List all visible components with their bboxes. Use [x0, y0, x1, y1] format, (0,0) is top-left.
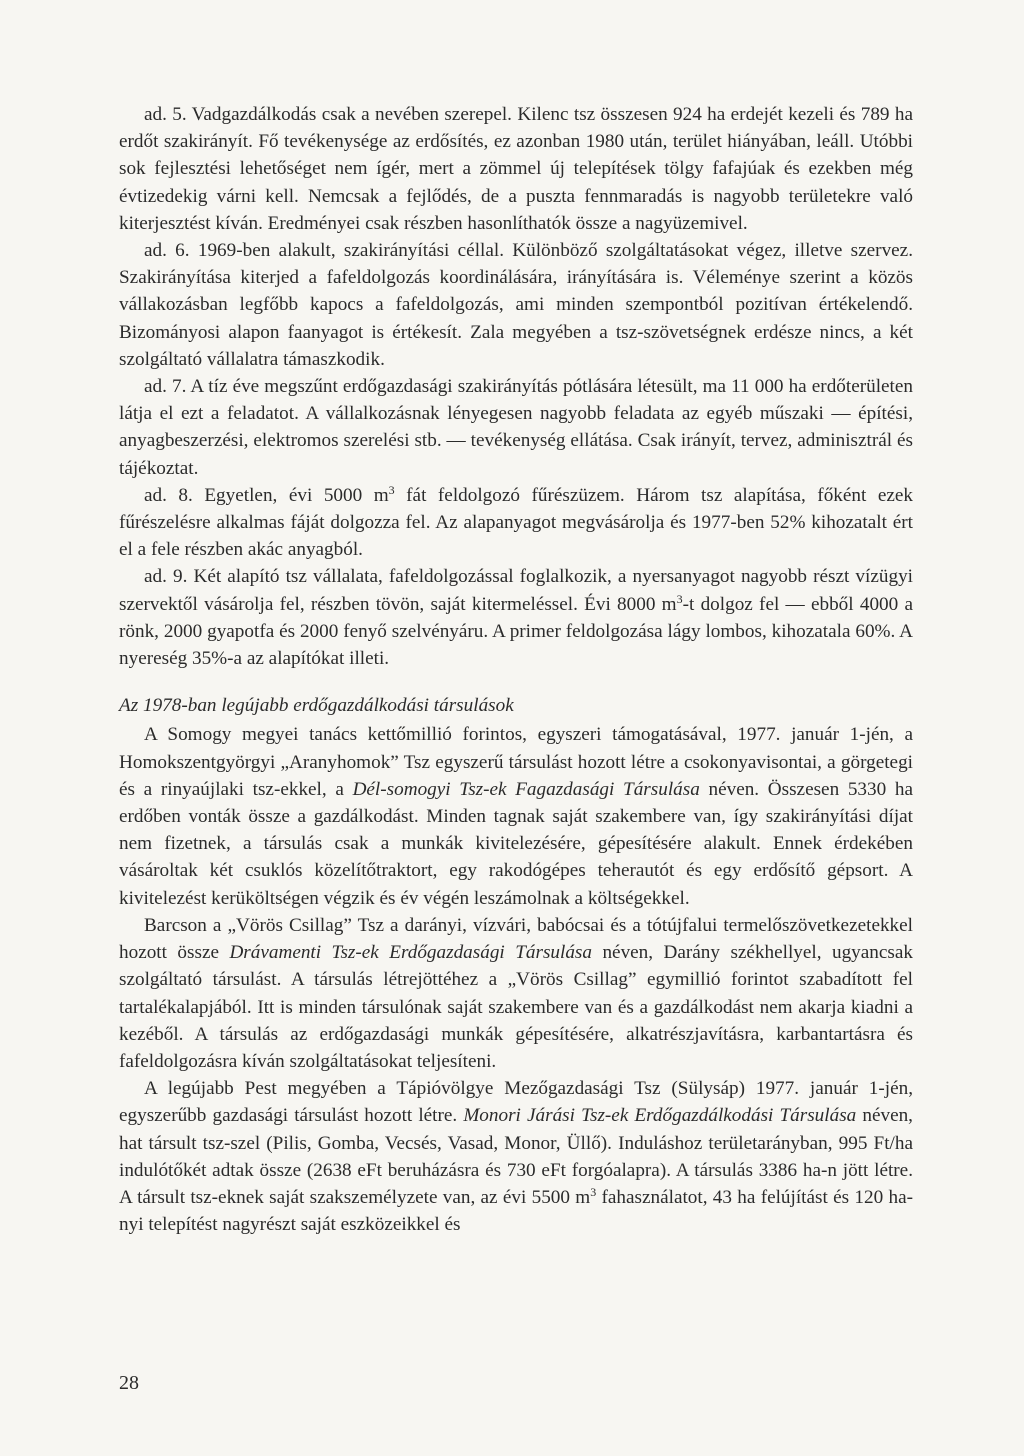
superscript: 3	[590, 1184, 597, 1199]
paragraph-ad9	[119, 563, 913, 672]
paragraph-pest-text-c: fahasználatot, 43 ha felújítást és 120 ha-nyi telepítést nagyrészt saját eszközeikkel és	[119, 1186, 913, 1236]
paragraph-barcs-text-a: Barcson a „Vörös Csillag” Tsz a darányi, vízvári, babócsai és a tótújfalui termelőszövetkezetekkel hozott össze	[119, 914, 913, 964]
paragraph-pest	[119, 1075, 913, 1238]
document-body	[119, 101, 913, 1238]
paragraph-ad8	[119, 482, 913, 564]
organization-name: Dél-somogyi Tsz-ek Fagazdasági Társulása	[352, 778, 700, 800]
paragraph-pest-text-a: A legújabb Pest megyében a Tápióvölgye Mezőgazdasági Tsz (Sülysáp) 1977. január 1-jén, egyszerűbb gazdasági társulást hozott létre.	[119, 1078, 913, 1127]
paragraph-ad7: ad. 7. A tíz éve megszűnt erdőgazdasági szakirányítás pótlására létesült, ma 11 000 ha erdőterületen látja el ezt a feladatot. A vállalkozásnak lényegesen nagyobb feladata az egyéb műszaki — építési, anyagbeszerzési, elektromos szerelési stb. — tevékenység ellátása. Csak irányít, tervez, adminisztrál és tájékoztat.	[119, 376, 913, 479]
paragraph-ad6: ad. 6. 1969-ben alakult, szakirányítási céllal. Különböző szolgáltatásokat végez, illetve szervez. Szakirányítása kiterjed a fafeldolgozás koordinálására, irányítására is. Véleménye szerint a közös vállakozásban legfőbb kapocs a fafeldolgozás, ami minden szempontból pozitívan értékelendő. Bizományosi alapon faanyagot is értékesít. Zala megyében a tsz-szövetségnek erdésze nincs, a két szolgáltató vállalatra támaszkodik.	[119, 240, 913, 370]
paragraph-pest-text-b: néven, hat társult tsz-szel (Pilis, Gomba, Vecsés, Vasad, Monor, Üllő). Induláshoz területarányban, 995 Ft/ha indulótőkét adtak össze (2638 eFt beruházásra és 730 eFt forgóalapra). A társulás 3386 ha-n jött létre. A társult tsz-eknek saját szakszemélyzete van, az évi 5500 m	[119, 1105, 913, 1208]
organization-name: Monori Járási Tsz-ek Erdőgazdálkodási Társulása	[463, 1105, 857, 1127]
paragraph-barcs	[119, 912, 913, 1075]
section-title: Az 1978-ban legújabb erdőgazdálkodási társulások	[119, 695, 514, 717]
superscript: 3	[676, 591, 683, 606]
paragraph-ad8-text-b: fát feldolgozó fűrészüzem. Három tsz alapítása, főként ezek fűrészelésre alkalmas fáját dolgozza fel. Az alapanyagot megvásárolja és 1977-ben 52% kihozatalt ért el a fele részben akác anyagból.	[119, 484, 913, 561]
paragraph-ad9-text-b: -t dolgoz fel — ebből 4000 a rönk, 2000 gyapotfa és 2000 fenyő szelvényáru. A primer feldolgozása lágy lombos, kihozatala 60%. A nyereség 35%-a az alapítókat illeti.	[119, 593, 913, 670]
paragraph-somogy-text-b: néven. Összesen 5330 ha erdőben vonták össze a gazdálkodást. Minden tagnak saját szakembere van, így szakirányítási díjat nem fizetnek, a társulás csak a munkák kivitelezésére, gépesítésére alakult. Ennek érdekében vásároltak két csuklós közelítőtraktort, egy rakodógépes teherautót és egy erdősítő gépsort. A kivitelezést kerüköltségen végzik és év végén leszámolnak a költségekkel.	[119, 778, 913, 909]
page-number: 28	[119, 1372, 139, 1394]
paragraph-somogy-text-a: A Somogy megyei tanács kettőmillió forintos, egyszeri támogatásával, 1977. január 1-jén, a Homokszentgyörgyi „Aranyhomok” Tsz egyszerű társulást hozott létre a csokonyavisontai, a görgetegi és a rinyaújlaki tsz-ekkel, a	[119, 724, 913, 800]
paragraph-ad5: ad. 5. Vadgazdálkodás csak a nevében szerepel. Kilenc tsz összesen 924 ha erdejét kezeli és 789 ha erdőt szakirányít. Fő tevékenysége az erdősítés, ez azonban 1980 után, terület hiányában, leáll. Utóbbi sok fejlesztési lehetőséget nem ígér, mert a zömmel új telepítések tölgy fafajúak és ezekben még évtizedekig várni kell. Nemcsak a fejlődés, de a puszta fennmaradás is nagyobb területekre való kiterjesztést kíván. Eredményei csak részben hasonlíthatók össze a nagyüzemivel.	[119, 104, 913, 234]
paragraph-ad8-text-a: ad. 8. Egyetlen, évi 5000 m	[144, 484, 389, 506]
paragraph-somogy	[119, 721, 913, 911]
superscript: 3	[388, 482, 395, 497]
paragraph-ad9-text-a: ad. 9. Két alapító tsz vállalata, fafeldolgozással foglalkozik, a nyersanyagot nagyobb részt vízügyi szervektől vásárolja fel, részben tövön, saját kitermeléssel. Évi 8000 m	[119, 566, 913, 615]
organization-name: Drávamenti Tsz-ek Erdőgazdasági Társulása	[229, 942, 592, 964]
paragraph-barcs-text-b: néven, Darány székhellyel, ugyancsak szolgáltató társulást. A társulás létrejöttéhez a „Vörös Csillag” egymillió forintot szabadított fel tartalékalapjából. Itt is minden társulónak saját szakembere van és a gazdálkodást nem akarja kiadni a kezéből. A társulás az erdőgazdasági munkák gépesítésére, alkatrészjavításra, karbantartásra és fafeldolgozásra kíván szolgáltatásokat teljesíteni.	[119, 942, 913, 1072]
